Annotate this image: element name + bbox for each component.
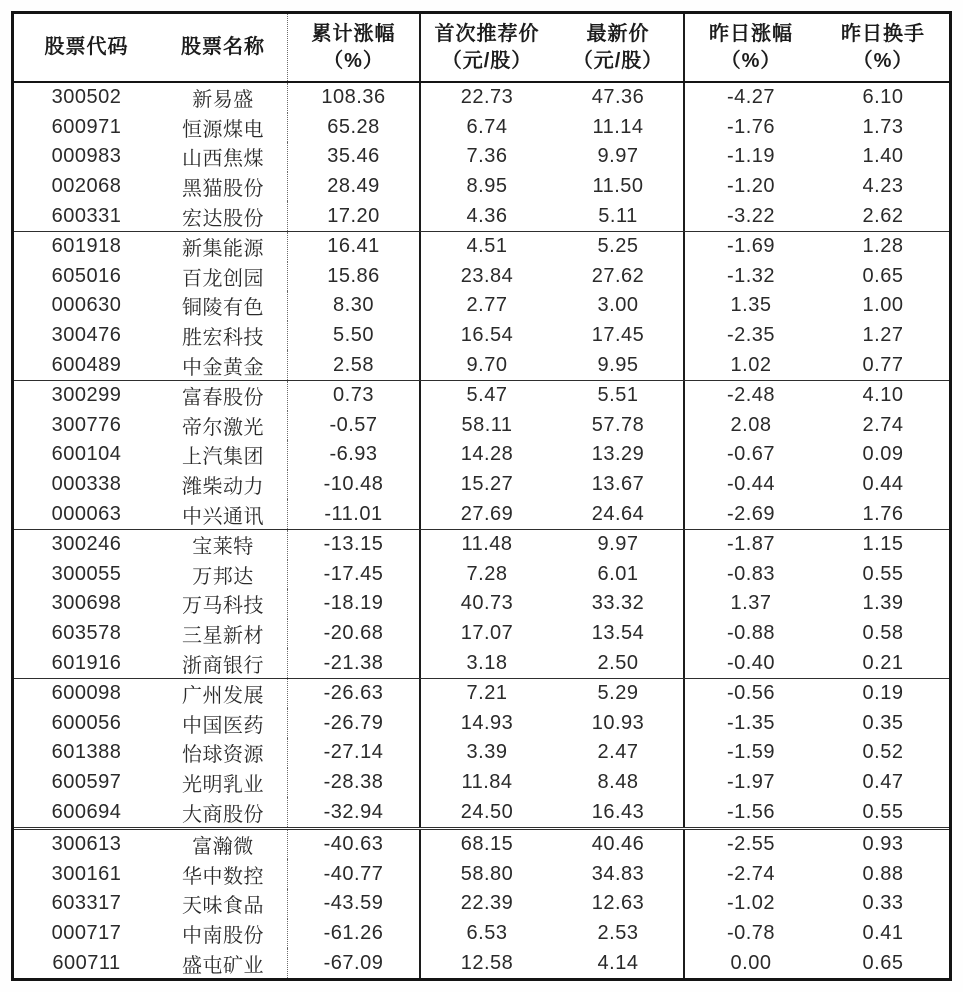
- cell-cumulative_gain_pct: -32.94: [288, 797, 421, 827]
- cell-latest_price: 6.01: [553, 560, 685, 590]
- cell-cumulative_gain_pct: 35.46: [288, 142, 421, 172]
- cell-code: 600331: [51, 204, 122, 227]
- cell-first_recommend_price: 14.28: [460, 443, 514, 466]
- cell-name: 怡球资源: [159, 738, 288, 768]
- cell-first_recommend_price: 3.39: [466, 741, 508, 764]
- row-group-3: [14, 381, 949, 530]
- cell-cumulative_gain_pct: 65.28: [288, 113, 421, 143]
- cell-yesterday_gain_pct: -2.48: [726, 384, 776, 407]
- cell-code: 600104: [51, 443, 122, 466]
- cell-latest_price: 24.64: [553, 499, 685, 529]
- cell-name: 帝尔激光: [159, 411, 288, 441]
- cell-yesterday_gain_pct: -1.87: [726, 533, 776, 556]
- cell-name: 万邦达: [159, 560, 288, 590]
- table-row: [14, 738, 949, 768]
- column-header-code: [14, 14, 159, 81]
- cell-first_recommend_price: 7.21: [466, 682, 508, 705]
- cell-yesterday_turnover_pct: 0.58: [862, 621, 904, 644]
- cell-cumulative_gain_pct: 8.30: [288, 291, 421, 321]
- cell-cumulative_gain_pct: -40.77: [288, 859, 421, 889]
- cell-latest_price: 2.47: [553, 738, 685, 768]
- cell-first_recommend_price: 68.15: [460, 833, 514, 856]
- cell-yesterday_turnover_pct: 0.19: [862, 682, 904, 705]
- table-row: [14, 321, 949, 351]
- cell-first_recommend_price: 4.51: [466, 235, 508, 258]
- cell-first_recommend_price: 6.53: [466, 921, 508, 944]
- table-row: [14, 948, 949, 978]
- column-header-unit: （元/股）: [441, 49, 533, 72]
- cell-yesterday_turnover_pct: 1.39: [862, 592, 904, 615]
- cell-latest_price: 2.50: [553, 648, 685, 678]
- table-header: [14, 14, 949, 83]
- cell-code: 600694: [51, 800, 122, 823]
- cell-yesterday_gain_pct: -1.97: [726, 770, 776, 793]
- cell-yesterday_turnover_pct: 0.33: [862, 892, 904, 915]
- cell-yesterday_gain_pct: -2.35: [726, 324, 776, 347]
- cell-first_recommend_price: 11.84: [461, 770, 513, 793]
- cell-cumulative_gain_pct: 15.86: [288, 262, 421, 292]
- cell-yesterday_gain_pct: -1.35: [726, 711, 776, 734]
- cell-name: 华中数控: [159, 859, 288, 889]
- cell-cumulative_gain_pct: 2.58: [288, 350, 421, 380]
- cell-cumulative_gain_pct: 0.73: [288, 381, 421, 411]
- cell-first_recommend_price: 23.84: [460, 264, 514, 287]
- table-row: [14, 172, 949, 202]
- table-row: [14, 560, 949, 590]
- cell-latest_price: 3.00: [553, 291, 685, 321]
- cell-latest_price: 17.45: [553, 321, 685, 351]
- table-row: [14, 859, 949, 889]
- cell-latest_price: 9.97: [553, 530, 685, 560]
- cell-latest_price: 12.63: [553, 889, 685, 919]
- column-header-yesterday_gain_pct: [685, 14, 817, 81]
- cell-code: 300698: [51, 592, 122, 615]
- cell-name: 宝莱特: [159, 530, 288, 560]
- cell-yesterday_gain_pct: -0.78: [726, 921, 776, 944]
- cell-code: 605016: [51, 264, 122, 287]
- cell-latest_price: 27.62: [553, 262, 685, 292]
- cell-yesterday_turnover_pct: 0.93: [862, 833, 904, 856]
- cell-yesterday_gain_pct: -0.44: [726, 473, 776, 496]
- column-header-cumulative_gain_pct: [288, 14, 421, 81]
- cell-yesterday_turnover_pct: 0.77: [862, 353, 904, 376]
- cell-name: 中南股份: [159, 919, 288, 949]
- table-row: [14, 350, 949, 380]
- cell-latest_price: 9.95: [553, 350, 685, 380]
- cell-latest_price: 33.32: [553, 589, 685, 619]
- cell-yesterday_gain_pct: -0.88: [726, 621, 776, 644]
- cell-cumulative_gain_pct: 17.20: [288, 201, 421, 231]
- cell-yesterday_turnover_pct: 0.21: [862, 651, 904, 674]
- cell-first_recommend_price: 22.73: [460, 86, 514, 109]
- cell-latest_price: 13.54: [553, 619, 685, 649]
- cell-latest_price: 8.48: [553, 768, 685, 798]
- cell-yesterday_gain_pct: 0.00: [730, 951, 772, 974]
- cell-latest_price: 4.14: [553, 948, 685, 978]
- cell-first_recommend_price: 40.73: [460, 592, 514, 615]
- column-header-label: 最新价: [586, 22, 650, 45]
- cell-name: 天味食品: [159, 889, 288, 919]
- cell-yesterday_gain_pct: -1.56: [726, 800, 776, 823]
- cell-yesterday_turnover_pct: 1.28: [862, 235, 904, 258]
- cell-yesterday_gain_pct: -1.69: [726, 235, 776, 258]
- table-row: [14, 889, 949, 919]
- cell-cumulative_gain_pct: -10.48: [288, 470, 421, 500]
- cell-code: 300476: [51, 324, 122, 347]
- cell-yesterday_turnover_pct: 0.55: [862, 800, 904, 823]
- cell-cumulative_gain_pct: -61.26: [288, 919, 421, 949]
- cell-name: 宏达股份: [159, 201, 288, 231]
- cell-latest_price: 5.29: [553, 679, 685, 709]
- cell-yesterday_turnover_pct: 0.44: [862, 473, 904, 496]
- cell-code: 000983: [51, 145, 122, 168]
- cell-yesterday_turnover_pct: 0.52: [862, 741, 904, 764]
- cell-yesterday_gain_pct: -0.40: [726, 651, 776, 674]
- cell-yesterday_gain_pct: -4.27: [726, 86, 776, 109]
- table-row: [14, 679, 949, 709]
- cell-code: 000338: [51, 473, 122, 496]
- cell-name: 铜陵有色: [159, 291, 288, 321]
- column-header-label: 首次推荐价: [434, 22, 540, 45]
- table-row: [14, 708, 949, 738]
- cell-cumulative_gain_pct: -20.68: [288, 619, 421, 649]
- cell-yesterday_turnover_pct: 0.65: [862, 264, 904, 287]
- cell-code: 601918: [51, 235, 122, 258]
- cell-yesterday_turnover_pct: 4.10: [862, 384, 904, 407]
- row-group-6: [14, 830, 949, 978]
- cell-cumulative_gain_pct: -40.63: [288, 830, 421, 860]
- cell-cumulative_gain_pct: -11.01: [288, 499, 421, 529]
- cell-yesterday_gain_pct: -1.19: [726, 145, 776, 168]
- cell-yesterday_turnover_pct: 0.47: [862, 770, 904, 793]
- table-row: [14, 262, 949, 292]
- table-row: [14, 291, 949, 321]
- cell-first_recommend_price: 8.95: [466, 175, 508, 198]
- cell-code: 300299: [51, 384, 122, 407]
- cell-name: 山西焦煤: [159, 142, 288, 172]
- cell-cumulative_gain_pct: -27.14: [288, 738, 421, 768]
- cell-yesterday_turnover_pct: 4.23: [862, 175, 904, 198]
- cell-first_recommend_price: 7.28: [466, 562, 508, 585]
- cell-name: 新集能源: [159, 232, 288, 262]
- cell-code: 000717: [51, 921, 122, 944]
- cell-latest_price: 5.11: [553, 201, 685, 231]
- cell-latest_price: 13.29: [553, 440, 685, 470]
- table-row: [14, 589, 949, 619]
- cell-yesterday_gain_pct: -0.56: [726, 682, 776, 705]
- cell-first_recommend_price: 14.93: [460, 711, 514, 734]
- cell-yesterday_turnover_pct: 0.41: [862, 921, 904, 944]
- cell-cumulative_gain_pct: -26.63: [288, 679, 421, 709]
- cell-yesterday_gain_pct: -1.59: [726, 741, 776, 764]
- cell-name: 富春股份: [159, 381, 288, 411]
- column-header-label: 股票名称: [181, 36, 265, 58]
- cell-name: 广州发展: [159, 679, 288, 709]
- column-header-unit: （%）: [852, 49, 914, 72]
- cell-yesterday_gain_pct: -1.76: [726, 115, 776, 138]
- cell-cumulative_gain_pct: -6.93: [288, 440, 421, 470]
- column-header-unit: （%）: [720, 49, 782, 72]
- table-row: [14, 440, 949, 470]
- table-row: [14, 619, 949, 649]
- column-header-latest_price: [553, 14, 685, 81]
- cell-name: 中兴通讯: [159, 499, 288, 529]
- cell-name: 盛屯矿业: [159, 948, 288, 978]
- cell-cumulative_gain_pct: 5.50: [288, 321, 421, 351]
- cell-latest_price: 5.51: [553, 381, 685, 411]
- column-header-name: [159, 14, 288, 81]
- cell-yesterday_turnover_pct: 1.73: [862, 115, 904, 138]
- cell-yesterday_turnover_pct: 1.76: [862, 502, 904, 525]
- table-row: [14, 768, 949, 798]
- cell-first_recommend_price: 27.69: [460, 502, 514, 525]
- cell-latest_price: 11.14: [553, 113, 685, 143]
- cell-yesterday_gain_pct: -0.67: [726, 443, 776, 466]
- cell-latest_price: 11.50: [553, 172, 685, 202]
- cell-yesterday_turnover_pct: 1.15: [862, 533, 904, 556]
- table-row: [14, 499, 949, 529]
- cell-first_recommend_price: 17.07: [460, 621, 514, 644]
- cell-cumulative_gain_pct: -17.45: [288, 560, 421, 590]
- table-row: [14, 113, 949, 143]
- cell-first_recommend_price: 24.50: [460, 800, 514, 823]
- cell-code: 601916: [51, 651, 122, 674]
- cell-cumulative_gain_pct: -28.38: [288, 768, 421, 798]
- cell-first_recommend_price: 3.18: [466, 651, 508, 674]
- column-header-unit: （%）: [323, 49, 384, 72]
- column-header-label: 股票代码: [44, 36, 129, 58]
- cell-cumulative_gain_pct: -67.09: [288, 948, 421, 978]
- cell-first_recommend_price: 4.36: [466, 204, 508, 227]
- cell-first_recommend_price: 7.36: [466, 145, 508, 168]
- cell-code: 300613: [51, 833, 122, 856]
- cell-code: 300161: [51, 862, 122, 885]
- cell-latest_price: 13.67: [553, 470, 685, 500]
- cell-yesterday_gain_pct: -1.02: [726, 892, 776, 915]
- cell-code: 000630: [51, 294, 122, 317]
- cell-first_recommend_price: 15.27: [460, 473, 514, 496]
- column-header-yesterday_turnover_pct: [817, 14, 949, 81]
- cell-code: 601388: [51, 741, 122, 764]
- cell-name: 黑猫股份: [159, 172, 288, 202]
- table-row: [14, 470, 949, 500]
- table-row: [14, 530, 949, 560]
- cell-cumulative_gain_pct: -0.57: [288, 411, 421, 441]
- row-group-4: [14, 530, 949, 679]
- cell-first_recommend_price: 22.39: [460, 892, 514, 915]
- table-row: [14, 232, 949, 262]
- cell-code: 600098: [51, 682, 122, 705]
- row-group-2: [14, 232, 949, 381]
- cell-name: 恒源煤电: [159, 113, 288, 143]
- cell-yesterday_gain_pct: 1.35: [730, 294, 772, 317]
- cell-code: 600489: [51, 353, 122, 376]
- cell-latest_price: 10.93: [553, 708, 685, 738]
- table-row: [14, 142, 949, 172]
- table-row: [14, 381, 949, 411]
- cell-name: 三星新材: [159, 619, 288, 649]
- cell-first_recommend_price: 2.77: [466, 294, 508, 317]
- cell-name: 上汽集团: [159, 440, 288, 470]
- cell-first_recommend_price: 58.11: [461, 413, 513, 436]
- cell-name: 潍柴动力: [159, 470, 288, 500]
- cell-first_recommend_price: 11.48: [461, 533, 513, 556]
- table-row: [14, 201, 949, 231]
- cell-cumulative_gain_pct: -18.19: [288, 589, 421, 619]
- cell-name: 胜宏科技: [159, 321, 288, 351]
- cell-yesterday_gain_pct: 1.37: [730, 592, 772, 615]
- cell-latest_price: 47.36: [553, 83, 685, 113]
- table-body: [14, 83, 949, 978]
- cell-latest_price: 16.43: [553, 797, 685, 827]
- cell-name: 光明乳业: [159, 768, 288, 798]
- cell-code: 600597: [51, 770, 122, 793]
- cell-yesterday_turnover_pct: 1.27: [862, 324, 904, 347]
- cell-cumulative_gain_pct: 28.49: [288, 172, 421, 202]
- cell-cumulative_gain_pct: -43.59: [288, 889, 421, 919]
- cell-code: 603317: [51, 892, 122, 915]
- cell-code: 002068: [51, 175, 122, 198]
- cell-cumulative_gain_pct: 16.41: [288, 232, 421, 262]
- cell-code: 300055: [51, 562, 122, 585]
- cell-yesterday_gain_pct: 1.02: [730, 353, 772, 376]
- table-row: [14, 830, 949, 860]
- cell-yesterday_turnover_pct: 6.10: [862, 86, 904, 109]
- cell-code: 603578: [51, 621, 122, 644]
- column-header-first_recommend_price: [421, 14, 553, 81]
- cell-cumulative_gain_pct: -13.15: [288, 530, 421, 560]
- cell-first_recommend_price: 12.58: [460, 951, 514, 974]
- cell-yesterday_gain_pct: -0.83: [726, 562, 776, 585]
- cell-yesterday_turnover_pct: 2.62: [862, 204, 904, 227]
- row-group-1: [14, 83, 949, 232]
- cell-code: 300502: [51, 86, 122, 109]
- cell-first_recommend_price: 5.47: [466, 384, 508, 407]
- cell-name: 中国医药: [159, 708, 288, 738]
- cell-yesterday_turnover_pct: 1.00: [862, 294, 904, 317]
- cell-latest_price: 40.46: [553, 830, 685, 860]
- cell-yesterday_turnover_pct: 0.88: [862, 862, 904, 885]
- cell-latest_price: 57.78: [553, 411, 685, 441]
- cell-name: 万马科技: [159, 589, 288, 619]
- cell-yesterday_turnover_pct: 0.09: [862, 443, 904, 466]
- cell-yesterday_gain_pct: -1.20: [726, 175, 776, 198]
- cell-code: 600971: [51, 115, 122, 138]
- cell-yesterday_gain_pct: -3.22: [726, 204, 776, 227]
- cell-yesterday_turnover_pct: 0.65: [862, 951, 904, 974]
- table-row: [14, 797, 949, 827]
- cell-yesterday_gain_pct: 2.08: [730, 413, 772, 436]
- cell-yesterday_gain_pct: -1.32: [726, 264, 776, 287]
- cell-first_recommend_price: 9.70: [466, 353, 508, 376]
- cell-code: 000063: [51, 502, 122, 525]
- cell-first_recommend_price: 58.80: [460, 862, 514, 885]
- cell-cumulative_gain_pct: -26.79: [288, 708, 421, 738]
- cell-name: 新易盛: [159, 83, 288, 113]
- cell-yesterday_turnover_pct: 1.40: [862, 145, 904, 168]
- cell-cumulative_gain_pct: 108.36: [288, 83, 421, 113]
- cell-yesterday_turnover_pct: 2.74: [862, 413, 904, 436]
- cell-name: 大商股份: [159, 797, 288, 827]
- cell-latest_price: 2.53: [553, 919, 685, 949]
- table-row: [14, 648, 949, 678]
- cell-yesterday_turnover_pct: 0.55: [862, 562, 904, 585]
- column-header-unit: （元/股）: [572, 49, 664, 72]
- stock-table: [11, 11, 952, 981]
- cell-first_recommend_price: 16.54: [460, 324, 514, 347]
- row-group-5: [14, 679, 949, 830]
- column-header-label: 昨日换手: [841, 22, 925, 45]
- cell-name: 百龙创园: [159, 262, 288, 292]
- cell-cumulative_gain_pct: -21.38: [288, 648, 421, 678]
- cell-code: 300776: [51, 413, 122, 436]
- cell-yesterday_gain_pct: -2.74: [726, 862, 776, 885]
- cell-latest_price: 5.25: [553, 232, 685, 262]
- table-row: [14, 411, 949, 441]
- cell-name: 富瀚微: [159, 830, 288, 860]
- cell-name: 浙商银行: [159, 648, 288, 678]
- cell-name: 中金黄金: [159, 350, 288, 380]
- cell-code: 600056: [51, 711, 122, 734]
- cell-code: 600711: [52, 951, 121, 974]
- column-header-label: 昨日涨幅: [709, 22, 793, 45]
- cell-yesterday_gain_pct: -2.69: [726, 502, 776, 525]
- table-row: [14, 919, 949, 949]
- table-row: [14, 83, 949, 113]
- cell-code: 300246: [51, 533, 122, 556]
- cell-yesterday_turnover_pct: 0.35: [862, 711, 904, 734]
- cell-latest_price: 9.97: [553, 142, 685, 172]
- cell-first_recommend_price: 6.74: [466, 115, 508, 138]
- cell-latest_price: 34.83: [553, 859, 685, 889]
- column-header-label: 累计涨幅: [311, 22, 396, 45]
- cell-yesterday_gain_pct: -2.55: [726, 833, 776, 856]
